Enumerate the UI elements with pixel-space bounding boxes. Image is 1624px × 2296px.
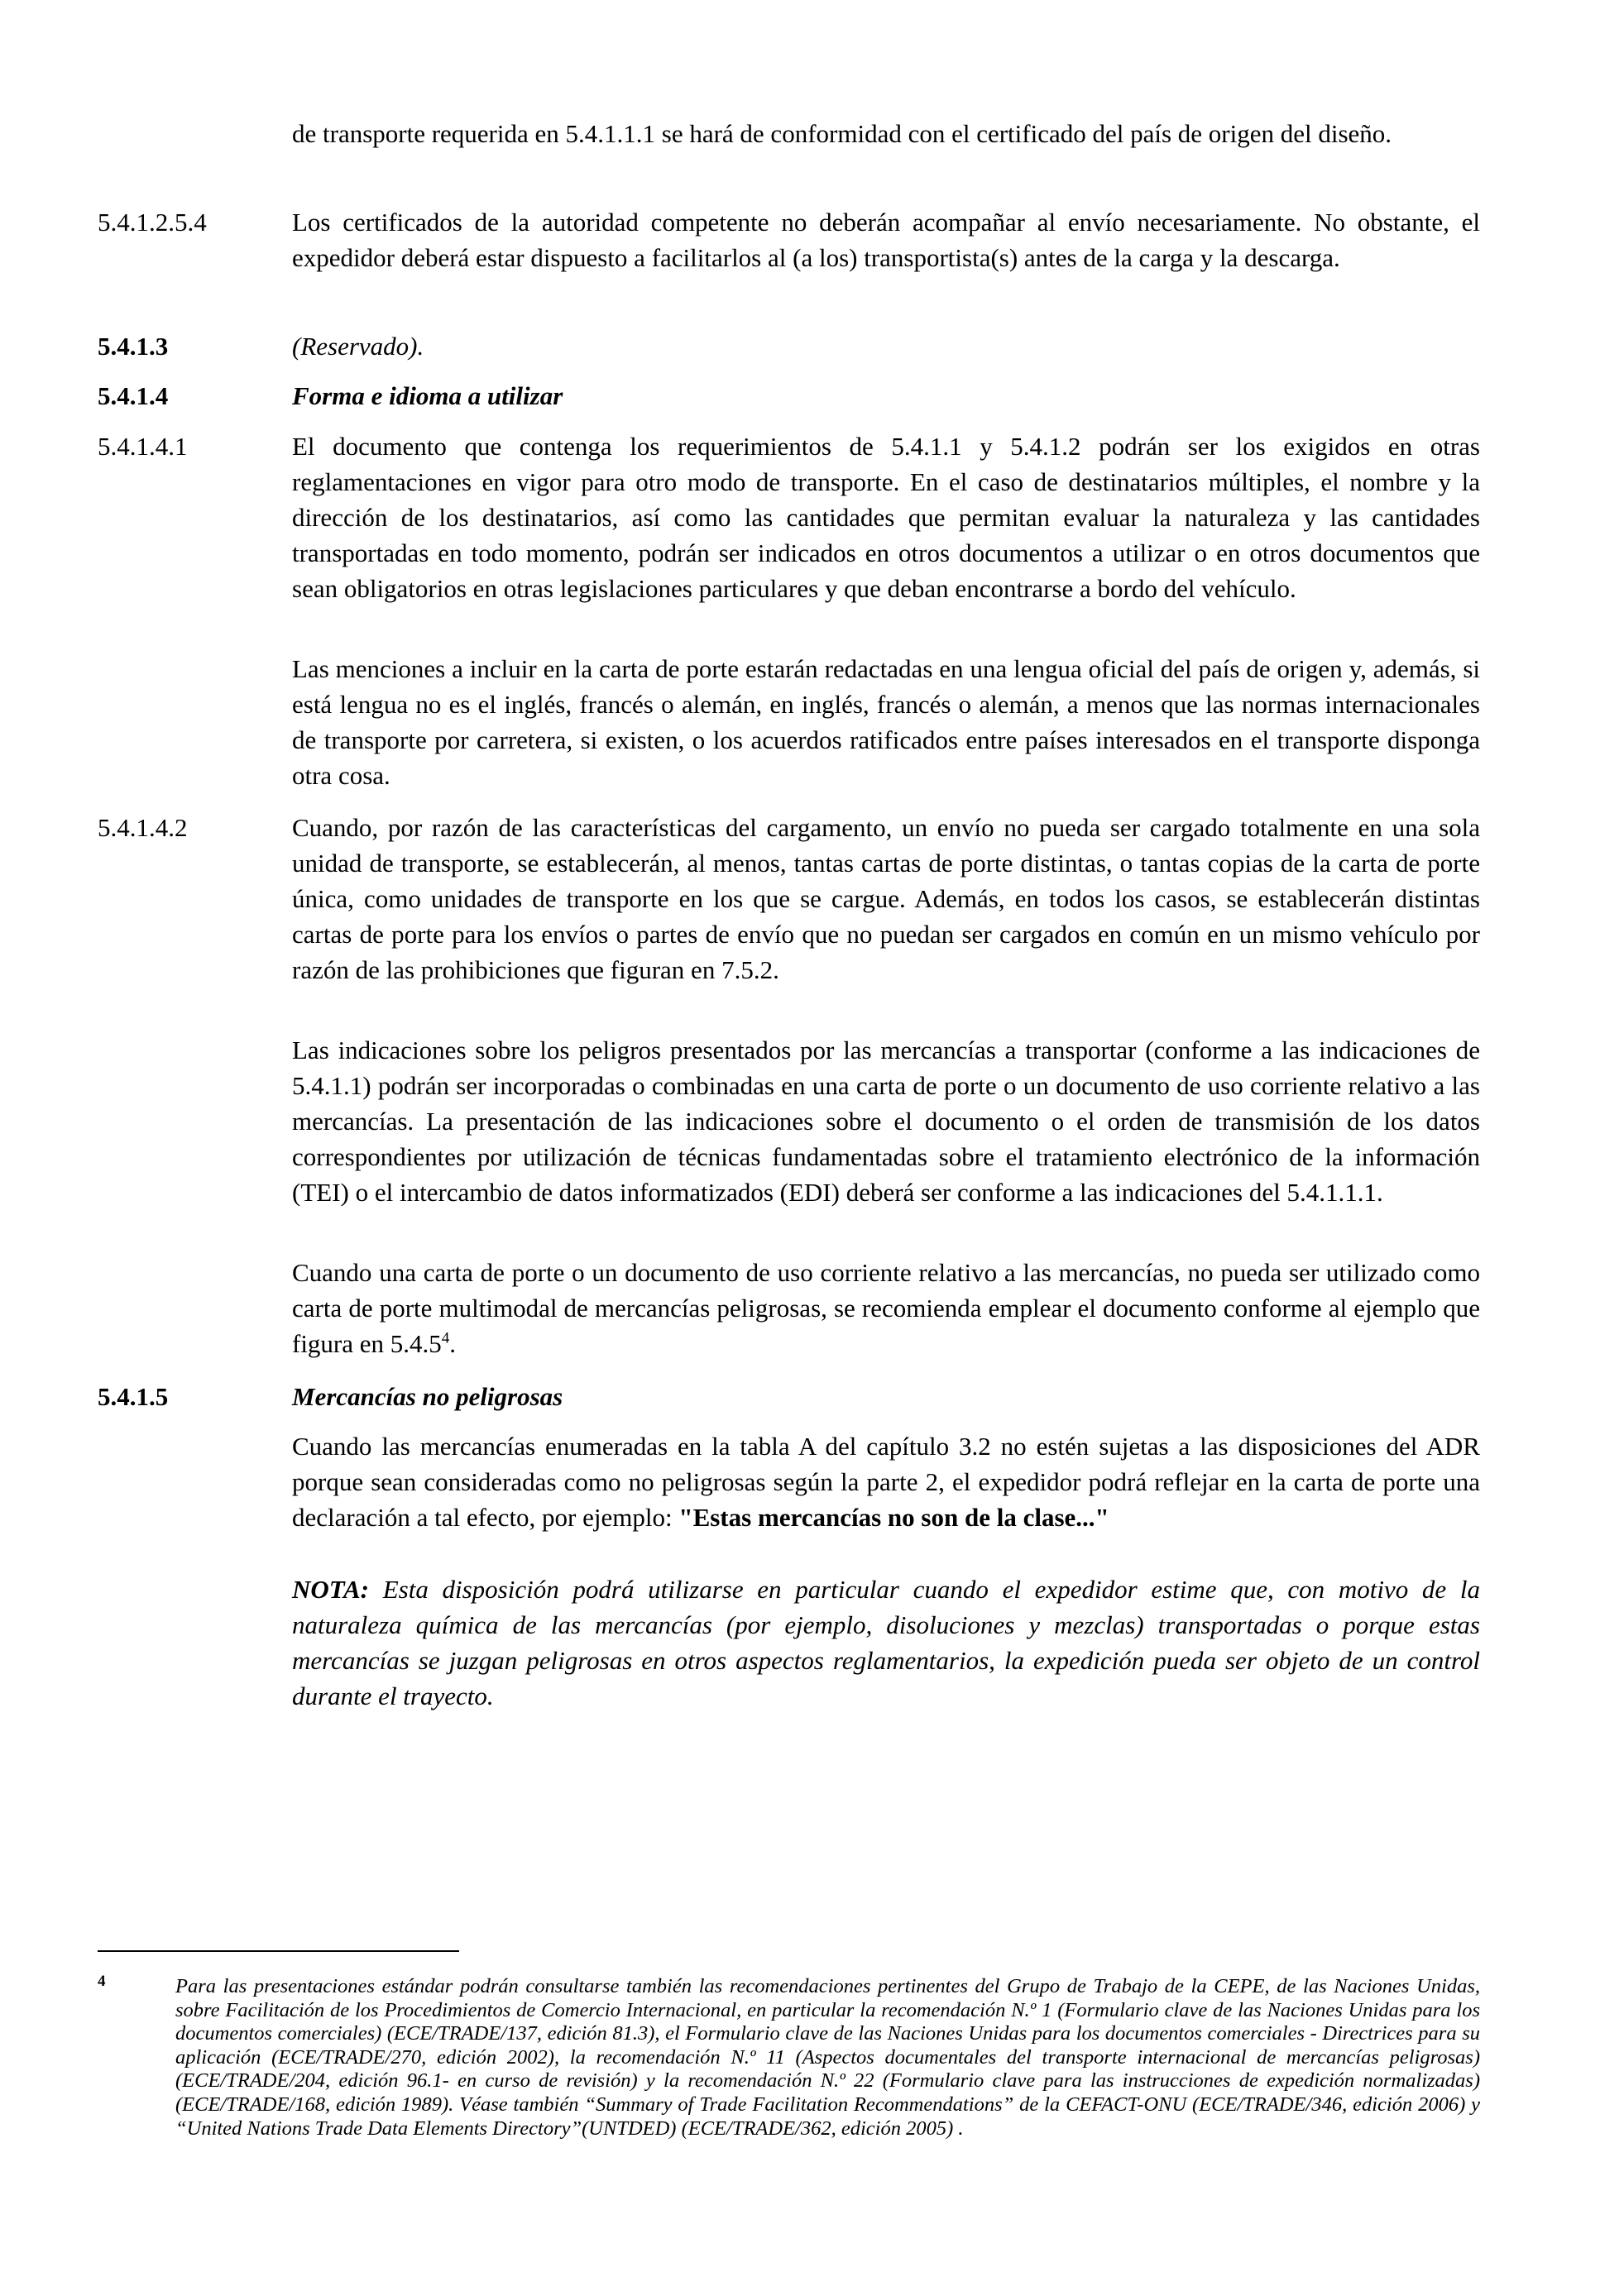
footnote-text: Para las presentaciones estándar podrán consultarse también las recomendaciones pertinentes del Grupo de Trabajo de la CEPE, de las Naciones Unidas, sobre Facilitación de los Procedimientos de Comercio Internacional, en particular la recomendación N.º 1 (Formulario clave de las Naciones Unidas para los documentos comerciales) (ECE/TRADE/137, edición 81.3), el Formulario clave de las Naciones Unidas para los documentos comerciales - Directrices para su aplicación (ECE/TRADE/270, edición 2002), la recomendación N.º 11 (Aspectos documentales del transporte internacional de mercancías peligrosas) (ECE/TRADE/204, edición 96.1- en curso de revisión) y la recomendación N.º 22 (Formulario clave para las instrucciones de expedición normalizadas) (ECE/TRADE/168, edición 1989). Véase también “Summary of Trade Facilitation Recommendations” de la CEFACT-ONU (ECE/TRADE/346, edición 2006) y “United Nations Trade Data Elements Directory”(UNTDED) (ECE/TRADE/362, edición 2005) . xyxy=(175,1975,1480,2140)
section-number: 5.4.1.4.1 xyxy=(98,432,188,461)
paragraph-text: Las menciones a incluir en la carta de porte estarán redactadas en una lengua oficial del país de origen y, además, si está lengua no es el inglés, francés o alemán, en inglés, francés o alemán, a menos que las normas internacionales de transporte por carretera, si existen, o los acuerdos ratificados entre países interesados en el transporte disponga otra cosa. xyxy=(292,654,1480,790)
paragraph-text: El documento que contenga los requerimientos de 5.4.1.1 y 5.4.1.2 podrán ser los exigidos en otras reglamentaciones en vigor para otro modo de transporte. En el caso de destinatarios múltiples, el nombre y la dirección de los destinatarios, así como las cantidades que permitan evaluar la naturaleza y las cantidades transportadas en todo momento, podrán ser indicados en otros documentos a utilizar o en otros documentos que sean obligatorios en otras legislaciones particulares y que deban encontrarse a bordo del vehículo. xyxy=(292,432,1480,603)
section-number: 5.4.1.4 xyxy=(98,381,169,410)
paragraph-end: . xyxy=(449,1329,457,1358)
section-heading: Forma e idioma a utilizar xyxy=(292,381,563,410)
section-number: 5.4.1.2.5.4 xyxy=(98,208,207,237)
section-heading: (Reservado). xyxy=(292,332,424,361)
section-heading: Mercancías no peligrosas xyxy=(292,1382,563,1411)
paragraph-text: de transporte requerida en 5.4.1.1.1 se hará de conformidad con el certificado del país de origen del diseño. xyxy=(292,119,1392,148)
paragraph-body: Cuando las mercancías enumeradas en la tabla A del capítulo 3.2 no estén sujetas a las disposiciones del ADR porque sean consideradas como no peligrosas según la parte 2, el expedidor podrá reflejar en la carta de porte una declaración a tal efecto, por ejemplo: xyxy=(292,1432,1480,1532)
section-number: 5.4.1.3 xyxy=(98,332,169,361)
paragraph-text xyxy=(292,1428,1480,1535)
example-declaration: "Estas mercancías no son de la clase..." xyxy=(678,1503,1109,1532)
paragraph-body: Cuando una carta de porte o un documento de uso corriente relativo a las mercancías, no pueda ser utilizado como carta de porte multimodal de mercancías peligrosas, se recomienda emplear el documento conforme al ejemplo que figura en 5.4.5 xyxy=(292,1258,1480,1358)
footnote-reference[interactable]: 4 xyxy=(441,1329,450,1347)
paragraph-text: Los certificados de la autoridad competente no deberán acompañar al envío necesariamente. No obstante, el expedidor deberá estar dispuesto a facilitarlos al (a los) transportista(s) antes de la carga y la descarga. xyxy=(292,208,1480,272)
paragraph-text: Las indicaciones sobre los peligros presentados por las mercancías a transportar (conforme a las indicaciones de 5.4.1.1) podrán ser incorporadas o combinadas en una carta de porte o un documento de uso corriente relativo a las mercancías. La presentación de las indicaciones sobre el documento o el orden de transmisión de los datos correspondientes por utilización de técnicas fundamentadas sobre el tratamiento electrónico de la información (TEI) o el intercambio de datos informatizados (EDI) deberá ser conforme a las indicaciones del 5.4.1.1.1. xyxy=(292,1036,1480,1207)
section-number: 5.4.1.4.2 xyxy=(98,813,188,842)
note-body: Esta disposición podrá utilizarse en particular cuando el expedidor estime que, con motivo de la naturaleza química de las mercancías (por ejemplo, disoluciones y mezclas) transportadas o porque estas mercancías se juzgan peligrosas en otros aspectos reglamentarios, la expedición pueda ser objeto de un control durante el trayecto. xyxy=(292,1575,1480,1710)
paragraph-text: Cuando, por razón de las características del cargamento, un envío no pueda ser cargado totalmente en una sola unidad de transporte, se establecerán, al menos, tantas cartas de porte distintas, o tantas copias de la carta de porte única, como unidades de transporte en los que se cargue. Además, en todos los casos, se establecerán distintas cartas de porte para los envíos o partes de envío que no puedan ser cargados en común en un mismo vehículo por razón de las prohibiciones que figuran en 7.5.2. xyxy=(292,813,1480,984)
note-text xyxy=(292,1571,1480,1714)
section-number: 5.4.1.5 xyxy=(98,1382,169,1411)
note-label: NOTA: xyxy=(292,1575,369,1604)
footnote-mark: 4 xyxy=(98,1973,106,1990)
footnote-separator xyxy=(98,1950,459,1952)
paragraph-text xyxy=(292,1255,1480,1361)
